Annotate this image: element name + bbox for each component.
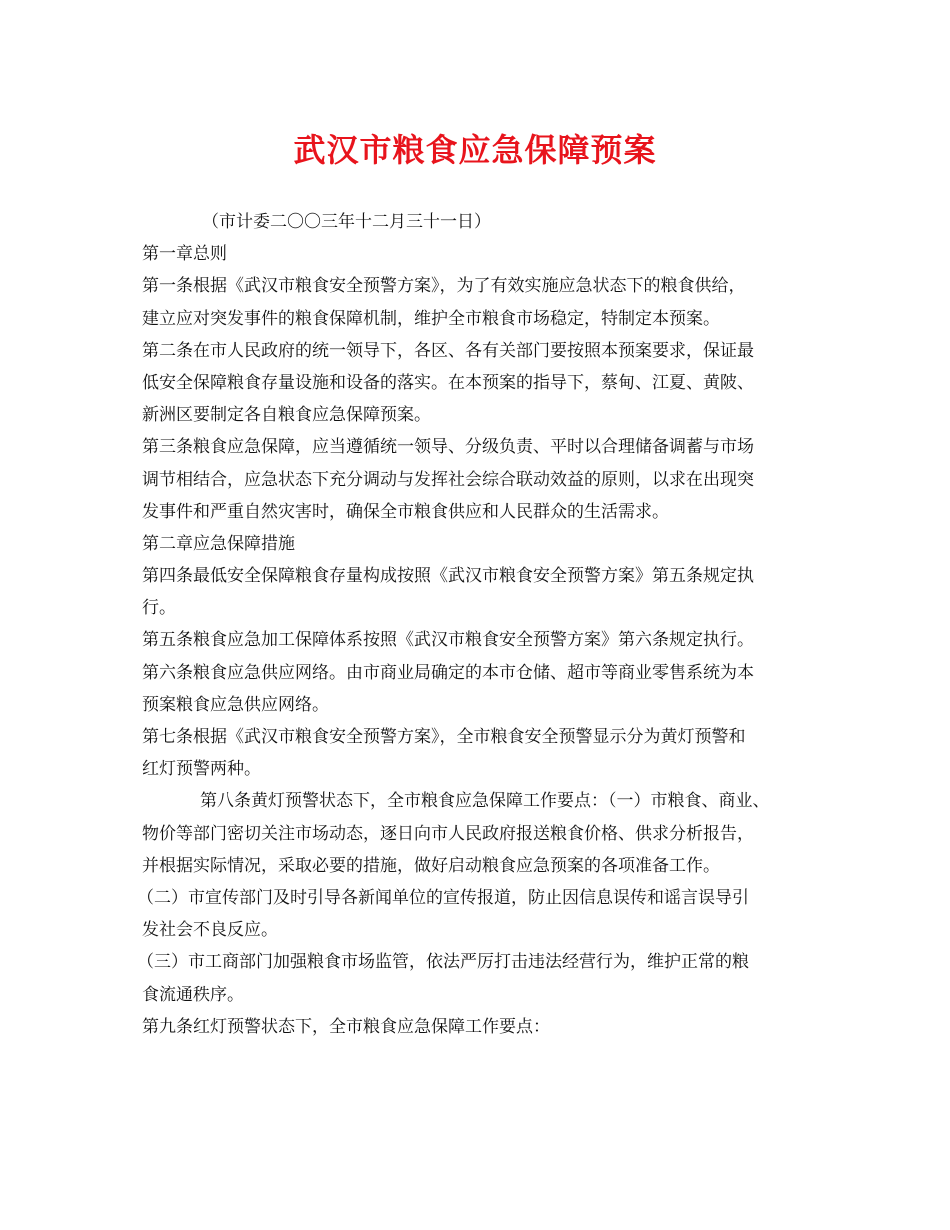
issue-date-line: （市计委二〇〇三年十二月三十一日） [202, 212, 491, 232]
paragraph-line: 并根据实际情况，采取必要的措施，做好启动粮食应急预案的各项准备工作。 [142, 855, 720, 876]
paragraph-line: 第八条黄灯预警状态下，全市粮食应急保障工作要点：（一）市粮食、商业、 [200, 791, 770, 812]
paragraph-line: （二）市宣传部门及时引导各新闻单位的宣传报道，防止因信息误传和谣言误导引 [137, 887, 749, 908]
paragraph-line: 第四条最低安全保障粮食存量构成按照《武汉市粮食安全预警方案》第五条规定执 [142, 566, 754, 587]
paragraph-line: 建立应对突发事件的粮食保障机制，维护全市粮食市场稳定，特制定本预案。 [142, 308, 720, 329]
paragraph-line: 行。 [142, 598, 176, 619]
paragraph-line: 第二条在市人民政府的统一领导下，各区、各有关部门要按照本预案要求，保证最 [142, 340, 754, 361]
document-title: 武汉市粮食应急保障预案 [293, 131, 657, 169]
paragraph-line: 发社会不良反应。 [142, 920, 278, 941]
paragraph-line: 物价等部门密切关注市场动态，逐日向市人民政府报送粮食价格、供求分析报告， [142, 823, 754, 844]
paragraph-line: 预案粮食应急供应网络。 [142, 694, 329, 715]
chapter-heading: 第一章总则 [142, 244, 227, 265]
paragraph-line: 第一条根据《武汉市粮食安全预警方案》，为了有效实施应急状态下的粮食供给， [142, 276, 746, 297]
paragraph-line: 第六条粮食应急供应网络。由市商业局确定的本市仓储、超市等商业零售系统为本 [142, 662, 754, 683]
document-body [137, 206, 832, 1043]
paragraph-line: 食流通秩序。 [142, 984, 244, 1005]
paragraph-line: 红灯预警两种。 [142, 759, 261, 780]
paragraph-line: 调节相结合，应急状态下充分调动与发挥社会综合联动效益的原则，以求在出现突 [142, 469, 754, 490]
paragraph-line: 新洲区要制定各自粮食应急保障预案。 [142, 405, 431, 426]
paragraph-line: （三）市工商部门加强粮食市场监管，依法严厉打击违法经营行为，维护正常的粮 [137, 952, 749, 973]
chapter-heading: 第二章应急保障措施 [142, 533, 295, 554]
paragraph-line: 发事件和严重自然灾害时，确保全市粮食供应和人民群众的生活需求。 [142, 501, 669, 522]
paragraph-line: 低安全保障粮食存量设施和设备的落实。在本预案的指导下，蔡甸、江夏、黄陂、 [142, 372, 754, 393]
paragraph-line: 第七条根据《武汉市粮食安全预警方案》，全市粮食安全预警显示分为黄灯预警和 [142, 727, 746, 747]
paragraph-line: 第五条粮食应急加工保障体系按照《武汉市粮食安全预警方案》第六条规定执行。 [142, 630, 754, 651]
paragraph-line: 第三条粮食应急保障，应当遵循统一领导、分级负责、平时以合理储备调蓄与市场 [142, 437, 754, 458]
paragraph-line: 第九条红灯预警状态下，全市粮食应急保障工作要点： [142, 1016, 550, 1037]
